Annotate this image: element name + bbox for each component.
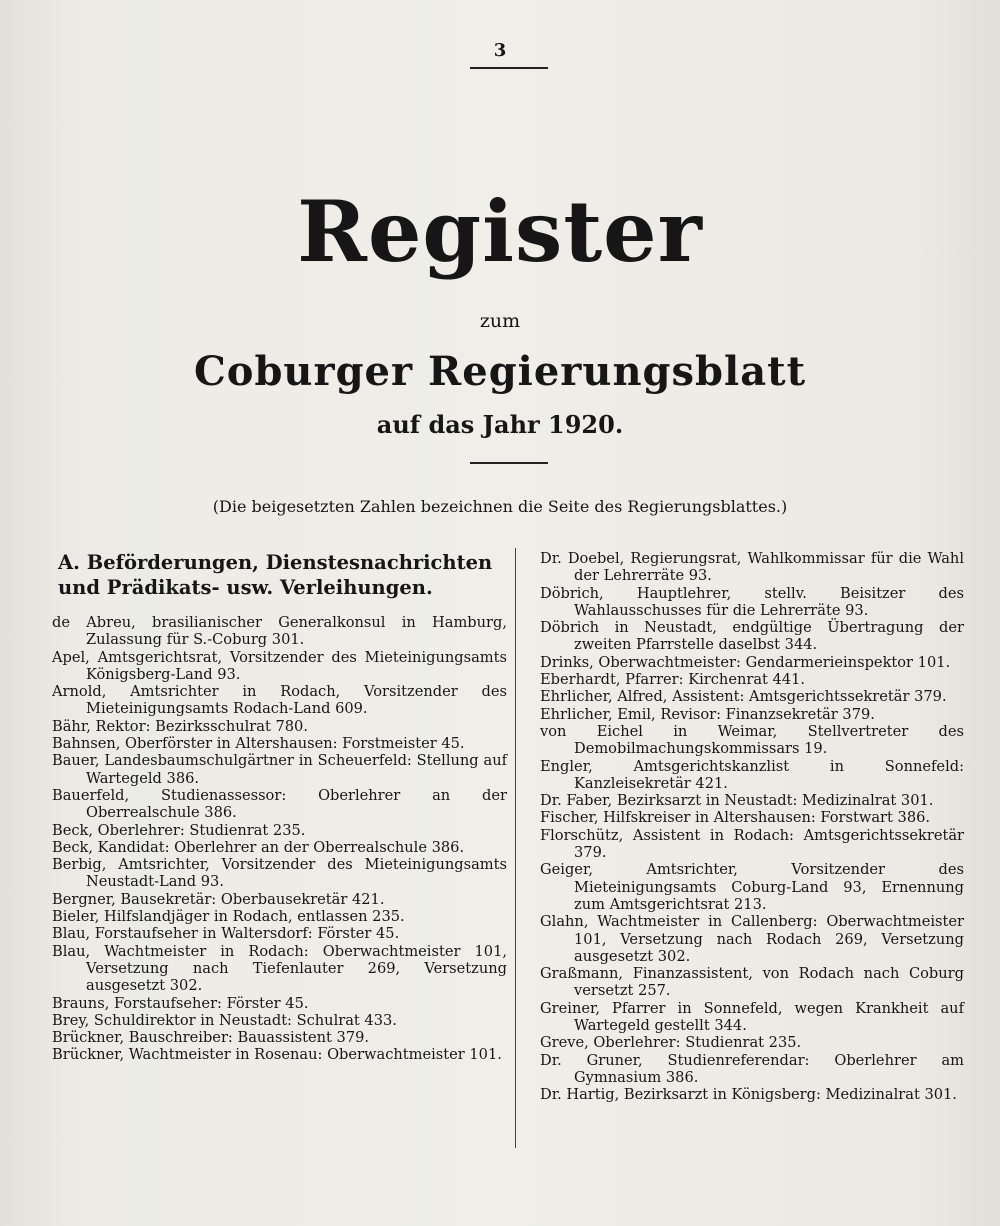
register-entry: Greve, Oberlehrer: Studienrat 235. bbox=[540, 1034, 802, 1052]
top-rule bbox=[470, 67, 548, 69]
register-entry: Brückner, Bauschreiber: Bauassistent 379. bbox=[52, 1029, 370, 1047]
middle-rule bbox=[470, 462, 548, 464]
register-entry: de Abreu, brasilianischer Generalkonsul in Hamburg, Zulassung für S.-Coburg 301. bbox=[52, 614, 507, 649]
register-entry: Bauerfeld, Studienassessor: Oberlehrer an der Oberrealschule 386. bbox=[52, 786, 507, 822]
register-entry: Bergner, Bausekretär: Oberbausekretär 421. bbox=[52, 890, 385, 908]
register-entry: Dr. Doebel, Regierungsrat, Wahlkommissar für die Wahl der Lehrerräte 93. bbox=[540, 550, 964, 585]
register-entry: Blau, Wachtmeister in Rodach: Oberwachtmeister 101, Versetzung nach Tiefenlauter 269, Versetzung ausgesetzt 302. bbox=[52, 942, 507, 995]
register-entry: Döbrich, Hauptlehrer, stellv. Beisitzer des Wahlausschusses für die Lehrerräte 93. bbox=[540, 584, 964, 619]
section-heading-a: A. Beförderungen, Dienstesnachrichten und Prädikats- usw. Verleihungen. bbox=[58, 551, 493, 599]
register-entry: Apel, Amtsgerichtsrat, Vorsitzender des Mieteinigungsamts Königsberg-Land 93. bbox=[52, 648, 507, 683]
register-entry: Beck, Oberlehrer: Studienrat 235. bbox=[52, 821, 306, 839]
register-entry: Graßmann, Finanzassistent, von Rodach nach Coburg versetzt 257. bbox=[540, 965, 964, 1000]
page-number: 3 bbox=[493, 40, 507, 61]
register-entry: von Eichel in Weimar, Stellvertreter des Demobilmachungskommissars 19. bbox=[540, 722, 964, 758]
register-entry: Geiger, Amtsrichter, Vorsitzender des Mieteinigungsamts Coburg-Land 93, Ernennung zum Amtsgerichtsrat 213. bbox=[540, 861, 964, 913]
register-entry: Brauns, Forstaufseher: Förster 45. bbox=[52, 994, 309, 1012]
register-entry: Glahn, Wachtmeister in Callenberg: Oberwachtmeister 101, Versetzung nach Rodach 269, Versetzung ausgesetzt 302. bbox=[540, 913, 964, 965]
register-entry: Bauer, Landesbaumschulgärtner in Scheuerfeld: Stellung auf Wartegeld 386. bbox=[52, 752, 507, 787]
register-entry: Dr. Gruner, Studienreferendar: Oberlehrer am Gymnasium 386. bbox=[540, 1051, 964, 1086]
register-entry: Fischer, Hilfskreiser in Altershausen: Forstwart 386. bbox=[540, 809, 931, 827]
register-entry: Ehrlicher, Alfred, Assistent: Amtsgerichtssekretär 379. bbox=[540, 688, 947, 706]
register-entry: Drinks, Oberwachtmeister: Gendarmerieinspektor 101. bbox=[540, 653, 951, 671]
column-divider bbox=[515, 548, 516, 1148]
register-entry: Eberhardt, Pfarrer: Kirchenrat 441. bbox=[540, 671, 806, 689]
register-entry: Berbig, Amtsrichter, Vorsitzender des Mieteinigungsamts Neustadt-Land 93. bbox=[52, 856, 507, 891]
subtitle-zum: zum bbox=[479, 310, 521, 332]
register-entry: Bähr, Rektor: Bezirksschulrat 780. bbox=[52, 717, 308, 735]
page-note: (Die beigesetzten Zahlen bezeichnen die Seite des Regierungsblattes.) bbox=[212, 497, 788, 516]
left-column bbox=[52, 550, 507, 1064]
register-title: Register bbox=[297, 182, 703, 281]
register-entry: Dr. Hartig, Bezirksarzt in Königsberg: Medizinalrat 301. bbox=[540, 1086, 957, 1104]
register-entry: Florschütz, Assistent in Rodach: Amtsgerichtssekretär 379. bbox=[540, 826, 964, 862]
register-entry: Beck, Kandidat: Oberlehrer an der Oberrealschule 386. bbox=[52, 838, 465, 856]
register-entry: Brey, Schuldirektor in Neustadt: Schulrat 433. bbox=[52, 1011, 397, 1029]
register-entry: Greiner, Pfarrer in Sonnefeld, wegen Krankheit auf Wartegeld gestellt 344. bbox=[540, 999, 964, 1035]
register-entry: Bahnsen, Oberförster in Altershausen: Forstmeister 45. bbox=[52, 735, 465, 753]
register-entry: Arnold, Amtsrichter in Rodach, Vorsitzender des Mieteinigungsamts Rodach-Land 609. bbox=[52, 683, 507, 718]
register-entry: Blau, Forstaufseher in Waltersdorf: Förster 45. bbox=[52, 925, 400, 943]
subtitle-year: auf das Jahr 1920. bbox=[376, 410, 624, 439]
register-entry: Bieler, Hilfslandjäger in Rodach, entlassen 235. bbox=[52, 908, 405, 926]
register-entry: Döbrich in Neustadt, endgültige Übertragung der zweiten Pfarrstelle daselbst 344. bbox=[540, 619, 964, 654]
register-entry: Brückner, Wachtmeister in Rosenau: Oberwachtmeister 101. bbox=[52, 1046, 502, 1064]
register-entry: Engler, Amtsgerichtskanzlist in Sonnefeld: Kanzleisekretär 421. bbox=[540, 757, 964, 792]
right-column bbox=[540, 550, 964, 1104]
register-entry: Dr. Faber, Bezirksarzt in Neustadt: Medizinalrat 301. bbox=[540, 792, 934, 810]
subtitle-publication: Coburger Regierungsblatt bbox=[193, 348, 807, 395]
register-entry: Ehrlicher, Emil, Revisor: Finanzsekretär 379. bbox=[540, 705, 875, 723]
